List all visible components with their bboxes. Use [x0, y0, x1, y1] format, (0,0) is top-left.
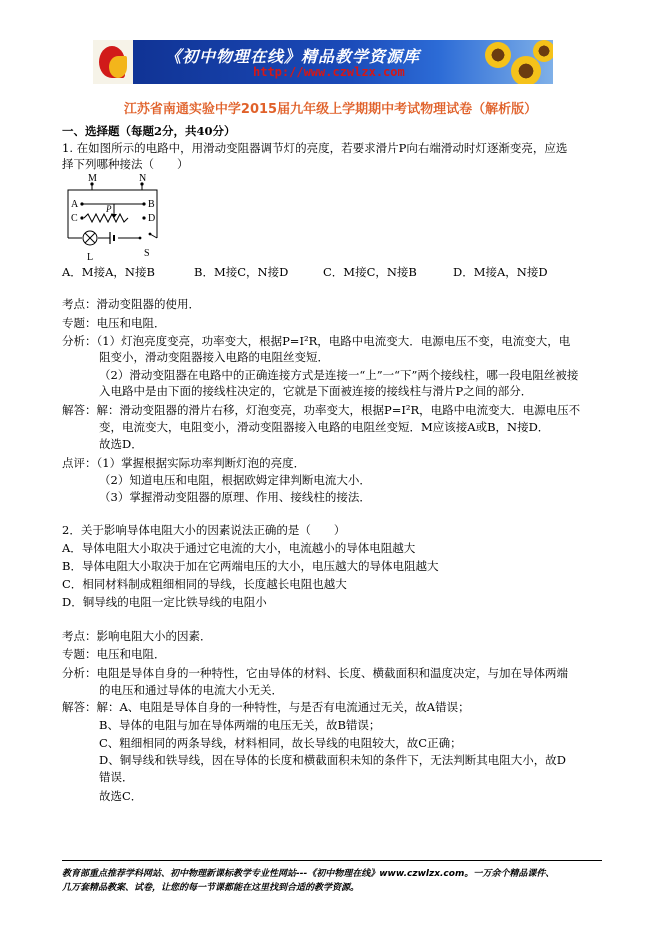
lamp-l-label: L [87, 252, 94, 263]
q2-stem: 2．关于影响导体电阻大小的因素说法正确的是（ ） [62, 523, 346, 537]
terminal-b-label: B [148, 199, 155, 210]
q2-jieda-line3: C、粗细相同的两条导线，材料相同，故长导线的电阻较大，故C正确； [99, 736, 462, 750]
sunflower-icon [533, 40, 553, 62]
q1-option-c: C．M接C，N接B [323, 265, 417, 279]
sunflower-icon [485, 42, 511, 68]
slider-p-label: P [106, 204, 112, 214]
banner-url: http://www.czwlzx.com [253, 65, 405, 79]
q1-fenxi-line1: 分析：（1）灯泡亮度变亮，功率变大，根据P=I²R，电路中电流变大．电源电压不变，电流变大，电 [62, 334, 571, 348]
terminal-a-label: A [71, 199, 79, 210]
q1-fenxi-line4: 入电路中是由下面的接线柱决定的，它就是下面被连接的接线柱与滑片P之间的部分． [99, 384, 533, 398]
q2-option-c: C．相同材料制成粗细相同的导线，长度越长电阻也越大 [62, 577, 347, 591]
q1-stem-line2: 择下列哪种接法（ ） [62, 157, 189, 171]
q1-jieda-line3: 故选D． [99, 437, 143, 451]
q2-kaodian: 考点：影响电阻大小的因素． [62, 629, 212, 643]
circuit-diagram [62, 172, 172, 264]
q2-jieda-line4: D、铜导线和铁导线，因在导体的长度和横截面积未知的条件下，无法判断其电阻大小，故D [99, 753, 566, 767]
footer-line1: 教育部重点推荐学科网站、初中物理新课标教学专业性网站---《初中物理在线》www.czwlzx.com。一万余个精品课件、 [62, 869, 555, 879]
q1-dianping-line1: 点评：（1）掌握根据实际功率判断灯泡的亮度． [62, 456, 306, 470]
q2-jieda-line6: 故选C． [99, 789, 143, 803]
q2-jieda-line5: 错误． [99, 770, 134, 784]
q1-zhuanti: 专题：电压和电阻． [62, 316, 166, 330]
q1-dianping-line3: （3）掌握滑动变阻器的原理、作用、接线柱的接法． [99, 490, 371, 504]
switch-s-label: S [144, 248, 150, 259]
header-banner [93, 40, 553, 84]
q2-fenxi-line2: 的电压和通过导体的电流大小无关． [99, 683, 283, 697]
sunflower-icon [511, 56, 541, 84]
q1-kaodian: 考点：滑动变阻器的使用． [62, 297, 200, 311]
terminal-m-label: M [88, 173, 97, 184]
q2-option-d: D．铜导线的电阻一定比铁导线的电阻小 [62, 595, 267, 609]
q1-option-a: A．M接A，N接B [62, 265, 155, 279]
q2-option-b: B．导体电阻大小取决于加在它两端电压的大小，电压越大的导体电阻越大 [62, 559, 439, 573]
terminal-n-label: N [139, 173, 147, 184]
q2-jieda-line2: B、导体的电阻与加在导体两端的电压无关，故B错误； [99, 718, 381, 732]
footer-line2: 几万套精品教案、试卷，让您的每一节课都能在这里找到合适的教学资源。 [62, 883, 360, 893]
terminal-c-label: C [71, 213, 78, 224]
terminal-d-label: D [148, 213, 156, 224]
footer-divider [62, 860, 602, 861]
q1-fenxi-line2: 阻变小，滑动变阻器接入电路的电阻丝变短． [99, 350, 329, 364]
document-title: 江苏省南通实验中学2015届九年级上学期期中考试物理试卷（解析版） [123, 102, 538, 117]
site-logo [93, 40, 133, 84]
q2-zhuanti: 专题：电压和电阻． [62, 647, 166, 661]
q2-option-a: A．导体电阻大小取决于通过它电流的大小，电流越小的导体电阻越大 [62, 541, 416, 555]
q1-stem-line1: 1. 在如图所示的电路中，用滑动变阻器调节灯的亮度，若要求滑片P向右端滑动时灯逐渐变亮，应选 [62, 141, 568, 155]
banner-title: 《初中物理在线》精品教学资源库 [165, 47, 421, 66]
q2-fenxi-line1: 分析：电阻是导体自身的一种特性，它由导体的材料、长度、横截面积和温度决定，与加在导体两端 [62, 666, 568, 680]
q1-fenxi-line3: （2）滑动变阻器在电路中的正确连接方式是连接一“上”一“下”两个接线柱，哪一段电阻丝被接 [99, 368, 579, 382]
q1-dianping-line2: （2）知道电压和电阻，根据欧姆定律判断电流大小． [99, 473, 371, 487]
q2-jieda-line1: 解答：解：A、电阻是导体自身的一种特性，与是否有电流通过无关，故A错误； [62, 700, 470, 714]
section-heading: 一、选择题（每题2分，共40分） [62, 124, 236, 138]
q1-option-b: B．M接C，N接D [194, 265, 289, 279]
q1-option-d: D．M接A，N接D [453, 265, 548, 279]
q1-jieda-line1: 解答：解：滑动变阻器的滑片右移，灯泡变亮，功率变大，根据P=I²R，电路中电流变大．电源电压不 [62, 403, 581, 417]
q1-jieda-line2: 变，电流变大，电阻变小，滑动变阻器接入电路的电阻丝变短．M应该接A或B，N接D． [99, 420, 550, 434]
